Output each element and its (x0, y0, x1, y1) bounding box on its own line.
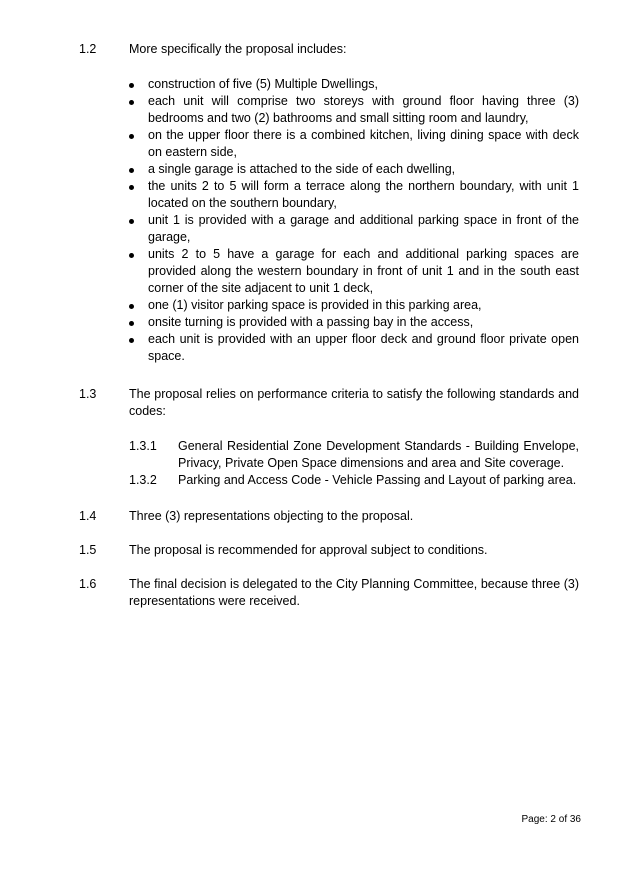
list-item (129, 314, 579, 331)
subsection-list (129, 438, 579, 489)
list-item-text: each unit will comprise two storeys with ground floor having three (3) bedrooms and two (2) bathrooms and small sitting room and laundry, (148, 94, 579, 125)
bullet-icon (129, 253, 134, 258)
list-item (129, 297, 579, 314)
section-number: 1.2 (79, 42, 97, 56)
bullet-icon (129, 100, 134, 105)
list-item (129, 178, 579, 212)
subsection-text: General Residential Zone Development Standards - Building Envelope, Privacy, Private Open Space dimensions and area and Site coverage. (178, 439, 579, 470)
section-1-6 (79, 576, 584, 610)
section-1-3 (79, 386, 584, 489)
bullet-icon (129, 321, 134, 326)
subsection-number: 1.3.1 (129, 439, 157, 453)
section-number: 1.5 (79, 543, 97, 557)
list-item (129, 212, 579, 246)
section-number: 1.6 (79, 577, 97, 591)
list-item (129, 246, 579, 297)
list-item-text: unit 1 is provided with a garage and additional parking space in front of the garage, (148, 213, 579, 244)
page-number: Page: 2 of 36 (521, 814, 581, 825)
list-item-text: units 2 to 5 have a garage for each and additional parking spaces are provided along the western boundary in front of unit 1 and in the south east corner of the site adjacent to unit 1 deck, (148, 247, 579, 295)
list-item (129, 127, 579, 161)
list-item-text: the units 2 to 5 will form a terrace along the northern boundary, with unit 1 located on the southern boundary, (148, 179, 579, 210)
list-item-text: on the upper floor there is a combined kitchen, living dining space with deck on eastern side, (148, 128, 579, 159)
list-item (129, 93, 579, 127)
subsection-item (129, 472, 579, 489)
list-item-text: construction of five (5) Multiple Dwellings, (148, 77, 378, 91)
section-intro: More specifically the proposal includes: (129, 42, 347, 56)
list-item (129, 76, 579, 93)
section-1-2 (79, 41, 584, 365)
bullet-icon (129, 83, 134, 88)
bullet-icon (129, 219, 134, 224)
section-number: 1.4 (79, 509, 97, 523)
section-1-5 (79, 542, 584, 559)
subsection-number: 1.3.2 (129, 473, 157, 487)
bullet-icon (129, 185, 134, 190)
section-text: Three (3) representations objecting to the proposal. (129, 509, 414, 523)
section-intro: The proposal relies on performance criteria to satisfy the following standards and codes: (129, 387, 579, 418)
list-item (129, 331, 579, 365)
bullet-icon (129, 338, 134, 343)
section-1-4 (79, 508, 584, 525)
bullet-icon (129, 168, 134, 173)
section-number: 1.3 (79, 387, 97, 401)
list-item (129, 161, 579, 178)
section-text: The proposal is recommended for approval subject to conditions. (129, 543, 488, 557)
list-item-text: each unit is provided with an upper floor deck and ground floor private open space. (148, 332, 579, 363)
subsection-text: Parking and Access Code - Vehicle Passing and Layout of parking area. (178, 473, 577, 487)
list-item-text: one (1) visitor parking space is provided in this parking area, (148, 298, 482, 312)
section-text: The final decision is delegated to the City Planning Committee, because three (3) representations were received. (129, 577, 579, 608)
subsection-item (129, 438, 579, 472)
bullet-list (129, 76, 579, 365)
list-item-text: onsite turning is provided with a passing bay in the access, (148, 315, 474, 329)
list-item-text: a single garage is attached to the side of each dwelling, (148, 162, 456, 176)
bullet-icon (129, 134, 134, 139)
bullet-icon (129, 304, 134, 309)
